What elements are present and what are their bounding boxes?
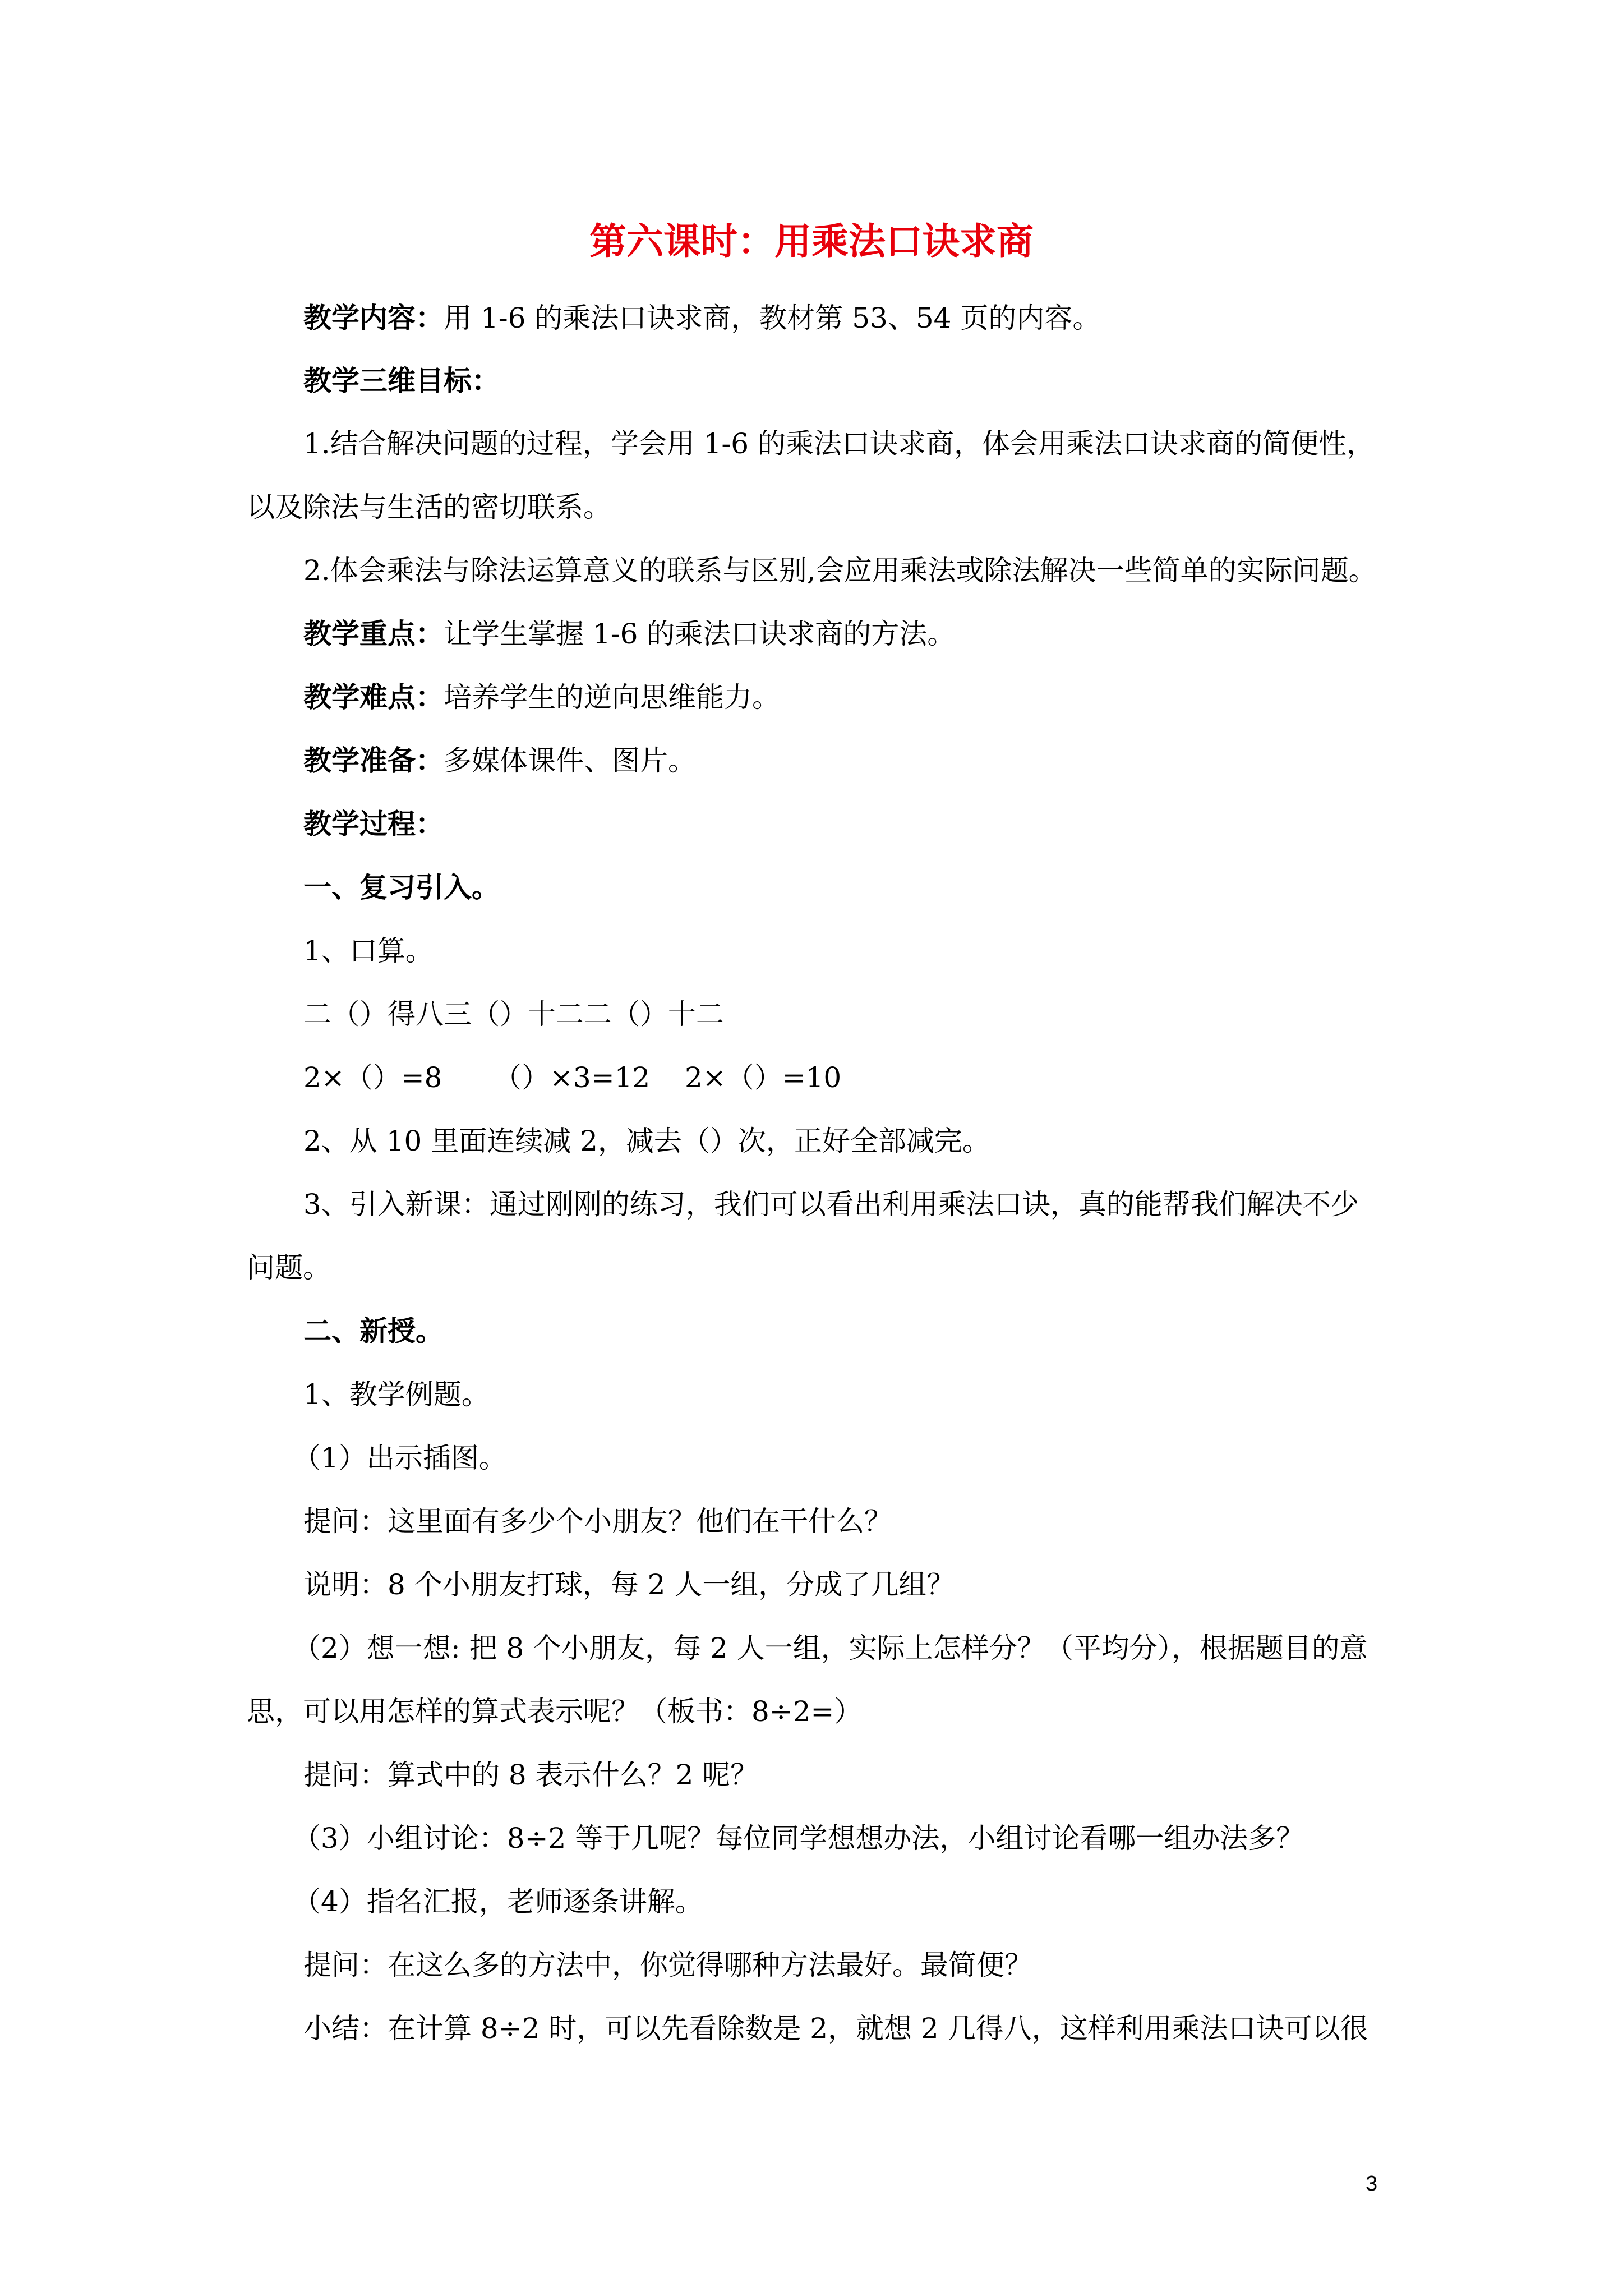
section-1-heading: 一、复习引入。 xyxy=(303,871,500,904)
s2-question-2: 提问：算式中的 8 表示什么？2 呢？ xyxy=(303,1759,759,1791)
section-2-heading: 二、新授。 xyxy=(303,1314,444,1347)
difficulty-label: 教学难点： xyxy=(303,680,444,714)
teaching-content-text: 用 1-6 的乘法口诀求商，教材第 53、54 页的内容。 xyxy=(444,302,1101,334)
s2-explanation: 说明：8 个小朋友打球，每 2 人一组，分成了几组？ xyxy=(303,1568,955,1601)
teaching-preparation xyxy=(303,741,696,780)
s1-item-1: 1、口算。 xyxy=(303,935,434,967)
teaching-key-point xyxy=(303,614,955,654)
s1-equation-3: 2×（）=10 xyxy=(685,1061,842,1094)
teaching-difficulty xyxy=(303,678,780,717)
s1-equation-1: 2×（）=8 xyxy=(303,1061,442,1094)
page-number: 3 xyxy=(1366,2172,1378,2196)
process-heading: 教学过程： xyxy=(303,807,444,840)
s1-item-3-line-2: 问题。 xyxy=(247,1251,331,1284)
key-point-text: 让学生掌握 1-6 的乘法口诀求商的方法。 xyxy=(444,618,956,650)
s2-item-1: 1、教学例题。 xyxy=(303,1378,490,1411)
teaching-content-label: 教学内容： xyxy=(303,301,444,334)
preparation-text: 多媒体课件、图片。 xyxy=(444,744,696,777)
s2-part-2-line-2: 思，可以用怎样的算式表示呢？（板书：8÷2=） xyxy=(247,1695,863,1728)
difficulty-text: 培养学生的逆向思维能力。 xyxy=(444,681,780,714)
s1-equation-2: （）×3=12 xyxy=(494,1061,651,1094)
lesson-title: 第六课时：用乘法口诀求商 xyxy=(589,219,1034,263)
key-point-label: 教学重点： xyxy=(303,617,444,650)
teaching-content xyxy=(303,298,1100,338)
goal-2: 2.体会乘法与除法运算意义的联系与区别,会应用乘法或除法解决一些简单的实际问题。 xyxy=(303,554,1377,587)
goal-1-line-1: 1.结合解决问题的过程，学会用 1-6 的乘法口诀求商，体会用乘法口诀求商的简便性， xyxy=(303,427,1375,460)
s2-question-3: 提问：在这么多的方法中，你觉得哪种方法最好。最简便？ xyxy=(303,1949,1032,1981)
s2-part-1: （1）出示插图。 xyxy=(293,1442,507,1474)
s2-part-3: （3）小组讨论：8÷2 等于几呢？每位同学想想办法，小组讨论看哪一组办法多？ xyxy=(293,1822,1304,1855)
goals-heading: 教学三维目标： xyxy=(303,364,500,397)
s2-part-4: （4）指名汇报，老师逐条讲解。 xyxy=(293,1885,703,1918)
s1-item-3-line-1: 3、引入新课：通过刚刚的练习，我们可以看出利用乘法口诀，真的能帮我们解决不少 xyxy=(303,1188,1359,1221)
s2-question-1: 提问：这里面有多少个小朋友？他们在干什么？ xyxy=(303,1505,892,1538)
s1-item-2: 2、从 10 里面连续减 2，减去（）次，正好全部减完。 xyxy=(303,1125,990,1157)
s1-recite: 二（）得八三（）十二二（）十二 xyxy=(303,998,724,1030)
preparation-label: 教学准备： xyxy=(303,744,444,777)
s2-summary: 小结：在计算 8÷2 时，可以先看除数是 2，就想 2 几得八，这样利用乘法口诀可以很 xyxy=(303,2012,1368,2045)
goal-1-line-2: 以及除法与生活的密切联系。 xyxy=(247,491,611,523)
s2-part-2-line-1: （2）想一想: 把 8 个小朋友，每 2 人一组，实际上怎样分？（平均分），根据题目的意 xyxy=(293,1632,1368,1664)
